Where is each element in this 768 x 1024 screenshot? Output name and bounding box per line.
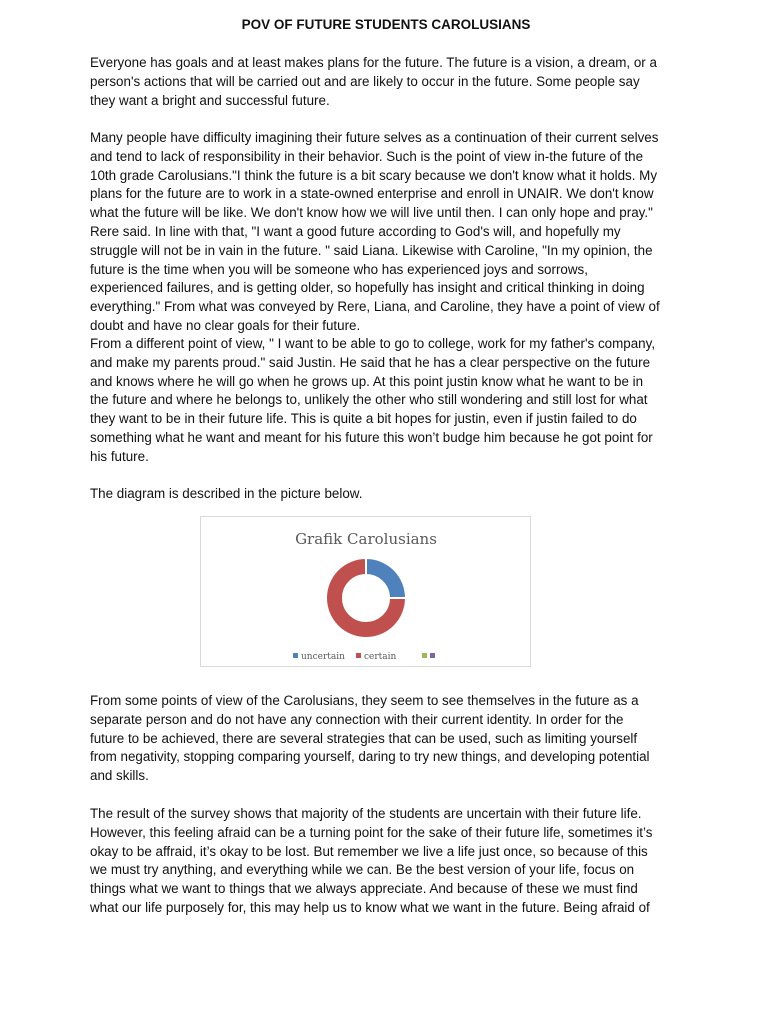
text-line: 10th grade Carolusians."I think the future is a bit scary because we don't know what it holds. My bbox=[90, 167, 658, 183]
legend-swatch bbox=[293, 653, 298, 658]
text-line: what the future will be like. We don't know how we will live until then. I can only hope and pray." bbox=[90, 205, 653, 221]
text-line: From a different point of view, " I want to be able to go to college, work for my father's company, bbox=[90, 336, 656, 351]
text-line: From some points of view of the Carolusians, they seem to see themselves in the future as a bbox=[90, 693, 639, 708]
paragraph-strategies bbox=[90, 692, 682, 786]
text-line: future is the time when you will be someone who has experienced joys and sorrows, bbox=[90, 261, 588, 277]
text-line: The diagram is described in the picture below. bbox=[90, 486, 363, 501]
text-line: something what he want and meant for his future this won’t budge him because he got point for bbox=[90, 429, 653, 445]
donut-chart bbox=[200, 516, 531, 667]
legend-swatch bbox=[430, 653, 435, 658]
text-line: person's actions that will be carried out and are likely to occur in the future. Some people say bbox=[90, 73, 640, 89]
text-line: they want to be in their future life. This is quite a bit hopes for justin, even if justin failed to do bbox=[90, 411, 637, 427]
chart-legend bbox=[293, 652, 435, 662]
text-line: However, this feeling afraid can be a turning point for the sake of their future life, sometimes it’s bbox=[90, 824, 653, 840]
chart-slices bbox=[326, 558, 406, 638]
text-line: future to be achieved, there are several strategies that can be used, such as limiting yourself bbox=[90, 730, 638, 746]
document-title: POV OF FUTURE STUDENTS CAROLUSIANS bbox=[241, 17, 531, 32]
text-line: and skills. bbox=[90, 768, 149, 784]
text-line: we must try anything, and everything while we can. Be the best version of your life, focus on bbox=[90, 862, 635, 878]
text-line: experienced failures, and is getting older, so hopefully has insight and critical thinking in doing bbox=[90, 280, 645, 296]
text-line: Everyone has goals and at least makes plans for the future. The future is a vision, a dream, or a bbox=[90, 55, 657, 70]
paragraph-survey-result bbox=[90, 805, 682, 918]
legend-swatch bbox=[422, 653, 427, 658]
legend-label: uncertain bbox=[301, 652, 345, 662]
text-line: and knows where he will go when he grows up. At this point justin know what he want to be in bbox=[90, 373, 644, 389]
text-line: the future and where he belongs to, unlikely the other who still wondering and still lost for what bbox=[90, 392, 648, 408]
paragraph-justin bbox=[90, 335, 682, 467]
text-line: they want a bright and successful future. bbox=[90, 92, 330, 108]
paragraph-intro bbox=[90, 54, 682, 110]
paragraph-diagram-intro bbox=[90, 485, 682, 504]
legend-swatch bbox=[356, 653, 361, 658]
paragraph-doubt bbox=[90, 129, 682, 336]
text-line: Rere said. In line with that, "I want a good future according to God's will, and hopefully my bbox=[90, 223, 621, 239]
text-line: struggle will not be in vain in the future. " said Liana. Likewise with Caroline, "In my opinion, the bbox=[90, 242, 653, 258]
text-line: Many people have difficulty imagining their future selves as a continuation of their current selves bbox=[90, 130, 659, 145]
text-line: plans for the future are to work in a state-owned enterprise and enroll in UNAIR. We don't know bbox=[90, 186, 654, 202]
chart-canvas bbox=[201, 517, 532, 668]
text-line: okay to be affraid, it’s okay to be lost. But remember we live a life just once, so because of this bbox=[90, 843, 648, 859]
text-line: his future. bbox=[90, 448, 149, 464]
text-line: everything." From what was conveyed by Rere, Liana, and Caroline, they have a point of view of bbox=[90, 299, 660, 315]
text-line: from negativity, stopping comparing yourself, daring to try new things, and developing potential bbox=[90, 749, 650, 765]
text-line: separate person and do not have any connection with their current identity. In order for the bbox=[90, 711, 624, 727]
legend-label: certain bbox=[364, 652, 397, 662]
text-line: things what we want to things that we always appreciate. And because of these we must find bbox=[90, 881, 638, 897]
text-line: doubt and have no clear goals for their future. bbox=[90, 317, 361, 333]
text-line: and make my parents proud." said Justin. He said that he has a clear perspective on the future bbox=[90, 354, 651, 370]
chart-title: Grafik Carolusians bbox=[295, 530, 437, 548]
text-line: and tend to lack of responsibility in their behavior. Such is the point of view in-the future of the bbox=[90, 148, 644, 164]
text-line: The result of the survey shows that majority of the students are uncertain with their future life. bbox=[90, 806, 642, 821]
donut-slice-uncertain bbox=[366, 558, 406, 598]
text-line: what our life purposely for, this may help us to know what we want in the future. Being afraid of bbox=[90, 899, 650, 915]
